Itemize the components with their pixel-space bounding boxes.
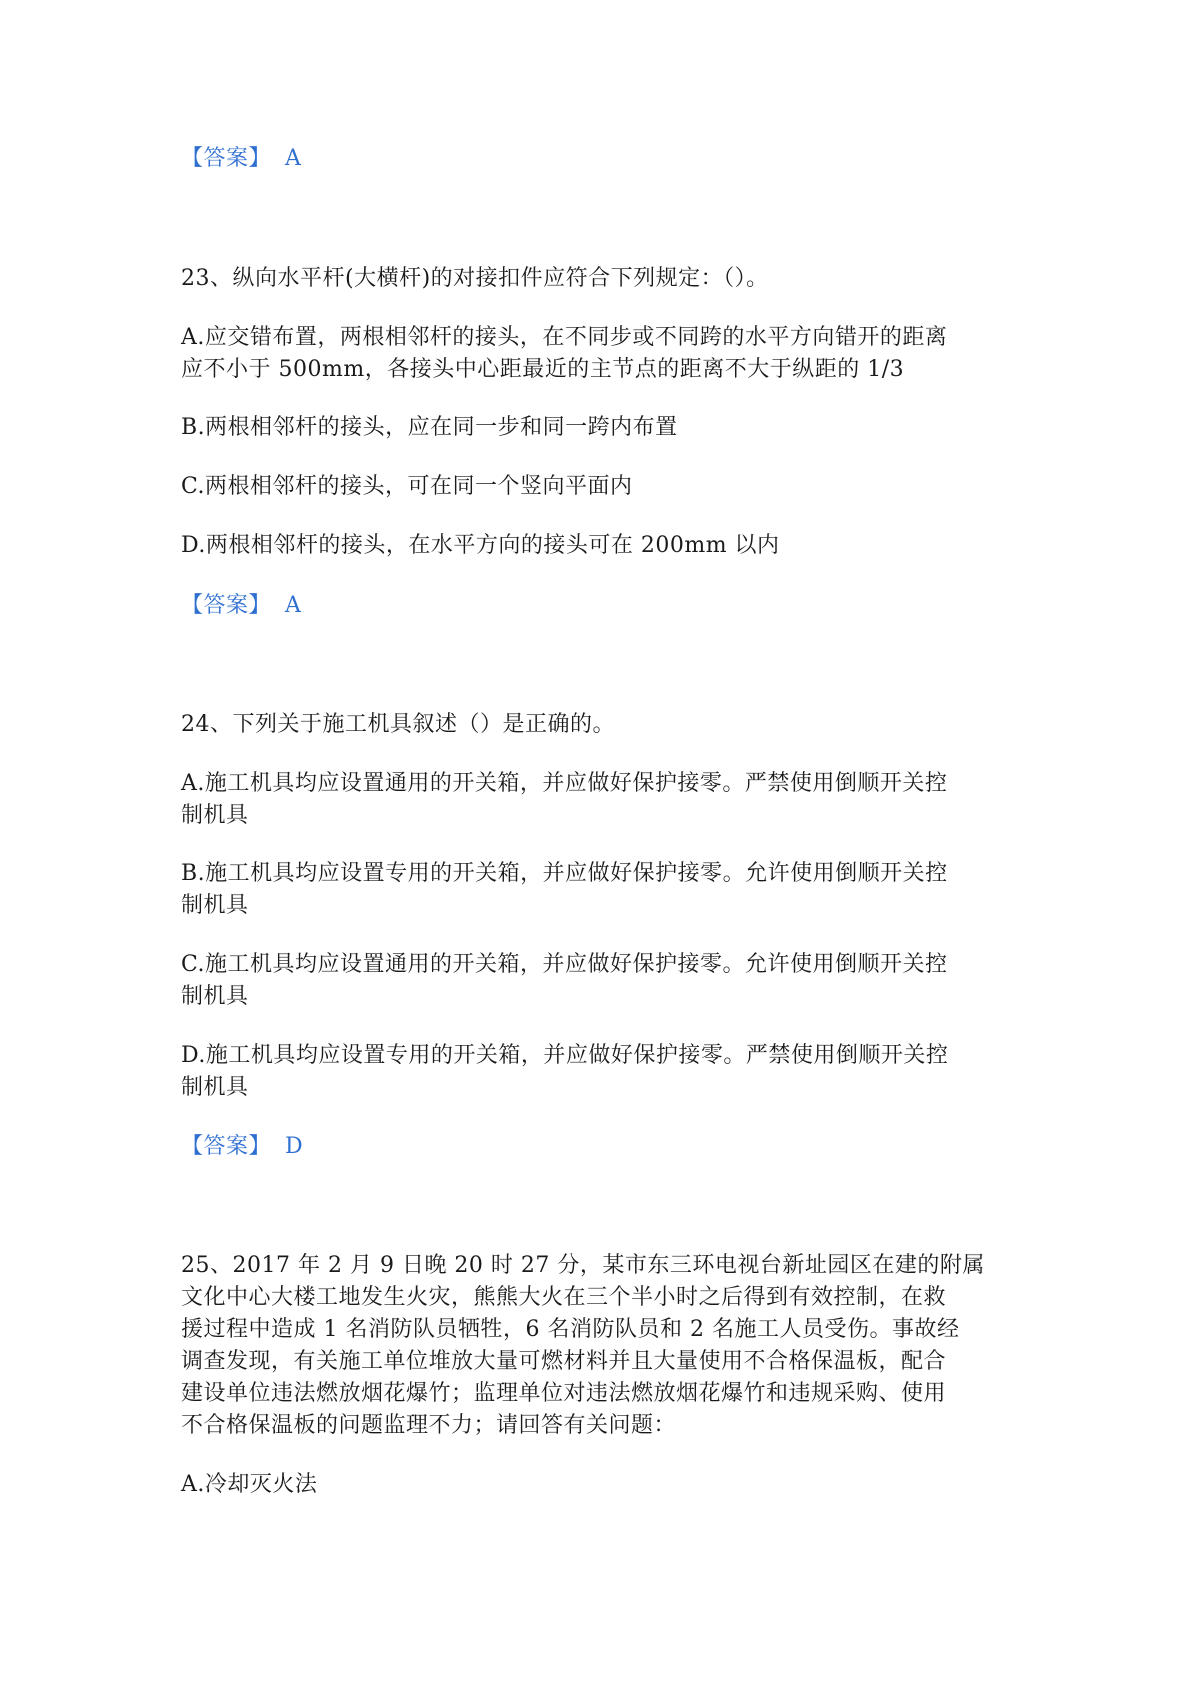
q24-option-a-line1: A.施工机具均应设置通用的开关箱，并应做好保护接零。严禁使用倒顺开关控: [181, 771, 948, 796]
answer-label: 【答案】: [181, 1134, 272, 1159]
answer-value: A: [285, 593, 302, 618]
q25-stem-line1: 25、2017 年 2 月 9 日晚 20 时 27 分，某市东三环电视台新址园区在建的附属: [181, 1253, 985, 1278]
q24-option-b-line2: 制机具: [181, 893, 249, 918]
q24-option-b-line1: B.施工机具均应设置专用的开关箱，并应做好保护接零。允许使用倒顺开关控: [181, 861, 948, 886]
q23-option-a-line1: A.应交错布置，两根相邻杆的接头，在不同步或不同跨的水平方向错开的距离: [181, 325, 948, 350]
q25-option-a: A.冷却灭火法: [181, 1472, 318, 1497]
q25-stem-line5: 建设单位违法燃放烟花爆竹；监理单位对违法燃放烟花爆竹和违规采购、使用: [181, 1381, 947, 1406]
q24-option-d-line1: D.施工机具均应设置专用的开关箱，并应做好保护接零。严禁使用倒顺开关控: [181, 1043, 949, 1068]
q24-answer: [181, 1131, 1011, 1163]
q24-option-c-line2: 制机具: [181, 984, 249, 1009]
q23-answer: [181, 590, 1011, 622]
answer-label: 【答案】: [181, 593, 272, 618]
q25-stem-line6: 不合格保温板的问题监理不力；请回答有关问题：: [181, 1413, 677, 1438]
q24-option-d-line2: 制机具: [181, 1075, 249, 1100]
q23-option-b: B.两根相邻杆的接头，应在同一步和同一跨内布置: [181, 415, 678, 440]
q24-option-c-line1: C.施工机具均应设置通用的开关箱，并应做好保护接零。允许使用倒顺开关控: [181, 952, 948, 977]
q25-stem-line4: 调查发现，有关施工单位堆放大量可燃材料并且大量使用不合格保温板，配合: [181, 1349, 947, 1374]
answer-label: 【答案】: [181, 146, 272, 171]
q23-option-c: C.两根相邻杆的接头，可在同一个竖向平面内: [181, 474, 633, 499]
q22-answer: [181, 143, 1011, 175]
answer-value: A: [285, 146, 302, 171]
q23-stem: 23、纵向水平杆(大横杆)的对接扣件应符合下列规定：（）。: [181, 266, 769, 291]
q25-stem-line3: 援过程中造成 1 名消防队员牺牲，6 名消防队员和 2 名施工人员受伤。事故经: [181, 1317, 960, 1342]
q23-option-a-line2: 应不小于 500mm，各接头中心距最近的主节点的距离不大于纵距的 1/3: [181, 357, 905, 382]
answer-value: D: [285, 1134, 304, 1159]
q24-option-a-line2: 制机具: [181, 803, 249, 828]
q25-stem-line2: 文化中心大楼工地发生火灾，熊熊大火在三个半小时之后得到有效控制，在救: [181, 1285, 947, 1310]
q24-stem: 24、下列关于施工机具叙述（）是正确的。: [181, 712, 615, 737]
q23-option-d: D.两根相邻杆的接头，在水平方向的接头可在 200mm 以内: [181, 533, 780, 558]
